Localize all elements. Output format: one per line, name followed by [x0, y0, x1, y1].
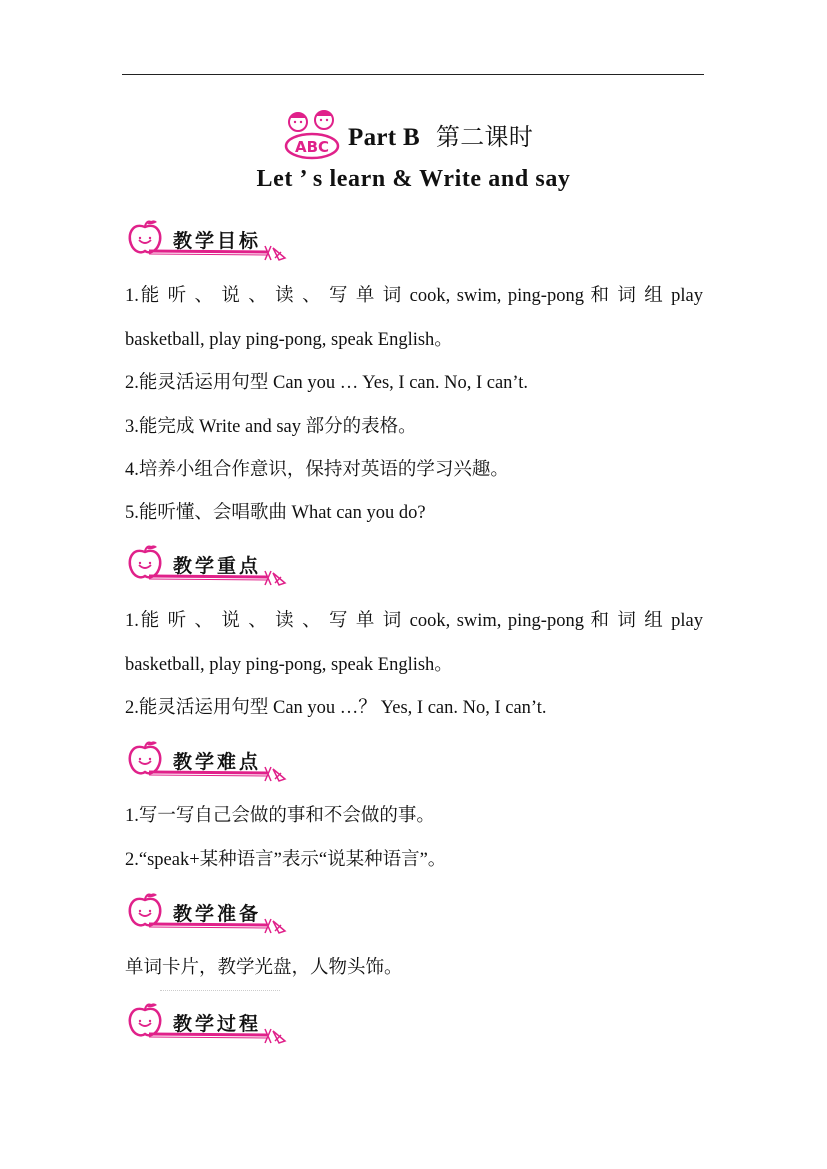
objective-5: 5.能听懂、会唱歌曲 What can you do?	[125, 503, 426, 523]
faint-mark	[160, 990, 280, 993]
preparation-1: 单词卡片，教学光盘，人物头饰。	[125, 958, 403, 978]
kids-abc-logo	[280, 106, 346, 162]
objective-3: 3.能完成 Write and say 部分的表格。	[125, 417, 417, 437]
section-header-difficulties: 教学难点	[125, 739, 295, 787]
objective-4: 4.培养小组合作意识，保持对英语的学习兴趣。	[125, 460, 509, 480]
section-header-objectives: 教学目标	[125, 218, 295, 266]
page-subtitle: Let ’ s learn & Write and say	[256, 166, 571, 192]
difficulty-2: 2.“speak+某种语言”表示“说某种语言”。	[125, 850, 447, 870]
svg-text:ABC: ABC	[294, 138, 330, 156]
key-point-2: 2.能灵活运用句型 Can you …？ Yes, I can. No, I can’t.	[125, 698, 547, 718]
difficulty-1: 1.写一写自己会做的事和不会做的事。	[125, 806, 435, 826]
title-row	[280, 106, 533, 162]
page-title: Part B 第二课时	[348, 122, 534, 151]
section-header-key-points: 教学重点	[125, 543, 295, 591]
key-point-1-line-2: basketball, play ping-pong, speak English。	[125, 655, 453, 675]
objective-2: 2.能灵活运用句型 Can you … Yes, I can. No, I can’t.	[125, 373, 529, 393]
key-point-1-line-1: 1.能 听 、 说 、 读 、 写 单 词 cook, swim, ping-pong 和 词 组 play	[125, 611, 703, 631]
section-header-preparation: 教学准备	[125, 891, 295, 939]
objective-1-line-1: 1.能 听 、 说 、 读 、 写 单 词 cook, swim, ping-pong 和 词 组 play	[125, 286, 703, 306]
top-rule	[122, 74, 704, 75]
objective-1-line-2: basketball, play ping-pong, speak English。	[125, 330, 453, 350]
section-header-procedure: 教学过程	[125, 1001, 295, 1049]
